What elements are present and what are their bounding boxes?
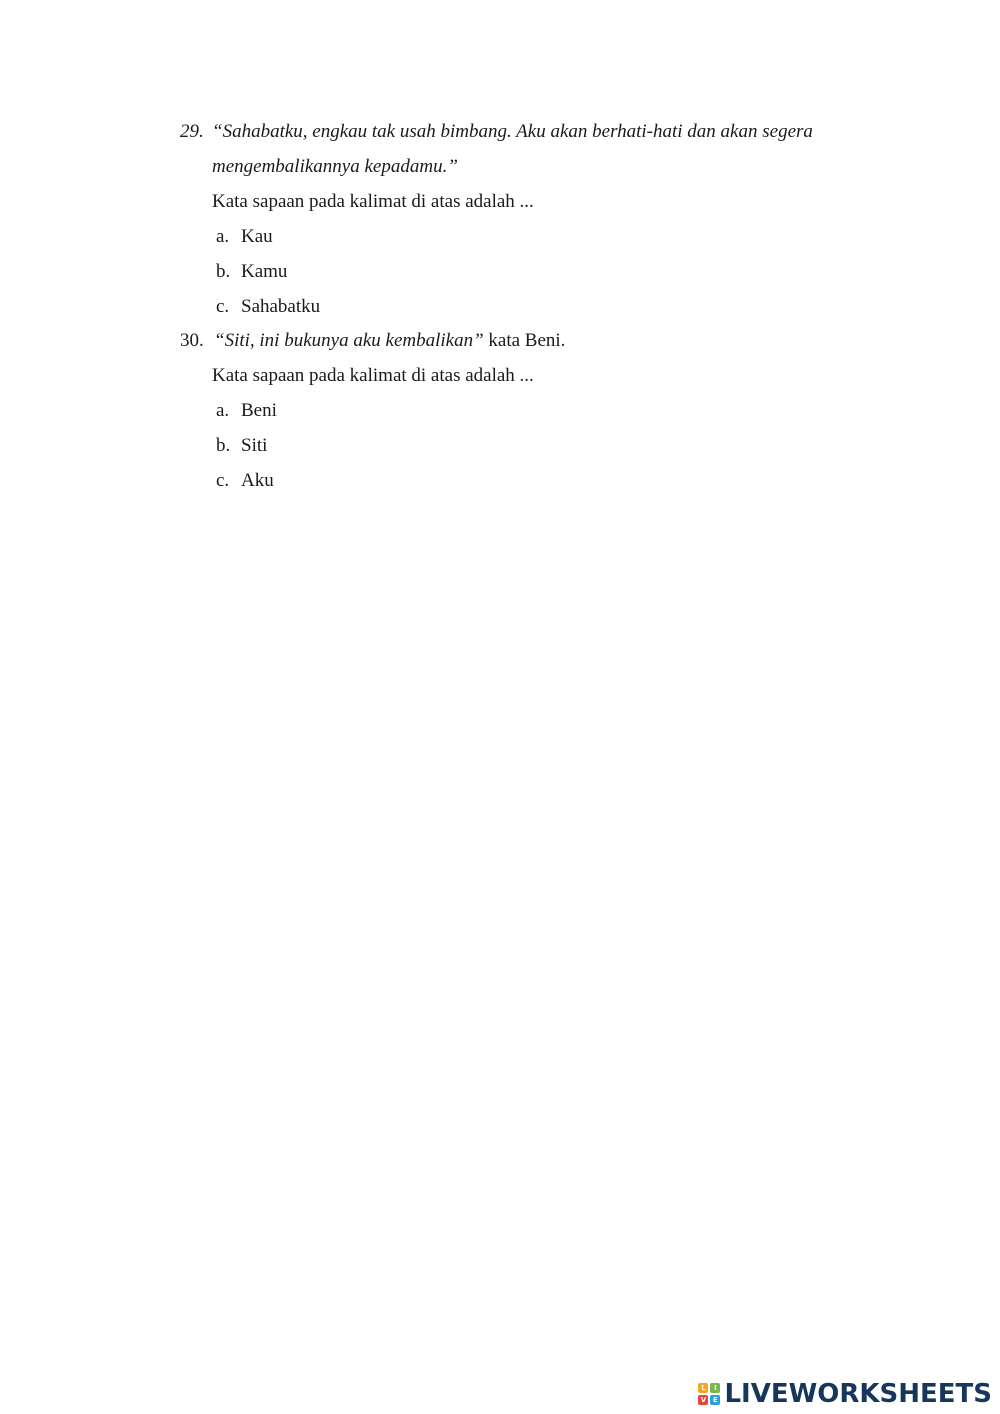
option-text: Siti xyxy=(241,435,268,456)
option-text: Aku xyxy=(241,470,274,491)
question-prompt: Kata sapaan pada kalimat di atas adalah ... xyxy=(212,365,534,386)
option-letter: a. xyxy=(216,400,230,421)
question-quote-line xyxy=(214,329,565,353)
option-text: Beni xyxy=(241,400,277,421)
question-prompt: Kata sapaan pada kalimat di atas adalah ... xyxy=(212,191,534,212)
option-letter: b. xyxy=(216,261,231,282)
logo-tile: L xyxy=(698,1383,708,1393)
logo-tile: I xyxy=(710,1383,720,1393)
logo-tile: E xyxy=(710,1395,720,1405)
question-number: 29. xyxy=(180,121,204,142)
question-quote-line-1: “Sahabatku, engkau tak usah bimbang. Aku akan berhati-hati dan akan segera xyxy=(212,121,813,142)
question-quote-line-2: mengembalikannya kepadamu.” xyxy=(212,156,458,177)
brand-name: LIVEWORKSHEETS xyxy=(724,1379,992,1409)
question-quote: “Siti, ini bukunya aku kembalikan” xyxy=(214,330,484,351)
logo-tile: V xyxy=(698,1395,708,1405)
option-text: Kau xyxy=(241,226,273,247)
liveworksheets-logo-icon xyxy=(698,1383,720,1405)
option-letter: c. xyxy=(216,470,230,491)
option-letter: a. xyxy=(216,226,230,247)
question-quote-suffix: kata Beni. xyxy=(483,330,566,351)
option-text: Sahabatku xyxy=(241,296,321,317)
liveworksheets-brand[interactable] xyxy=(698,1380,992,1408)
option-text: Kamu xyxy=(241,261,288,282)
option-letter: c. xyxy=(216,296,230,317)
option-letter: b. xyxy=(216,435,231,456)
question-number: 30. xyxy=(180,330,204,351)
